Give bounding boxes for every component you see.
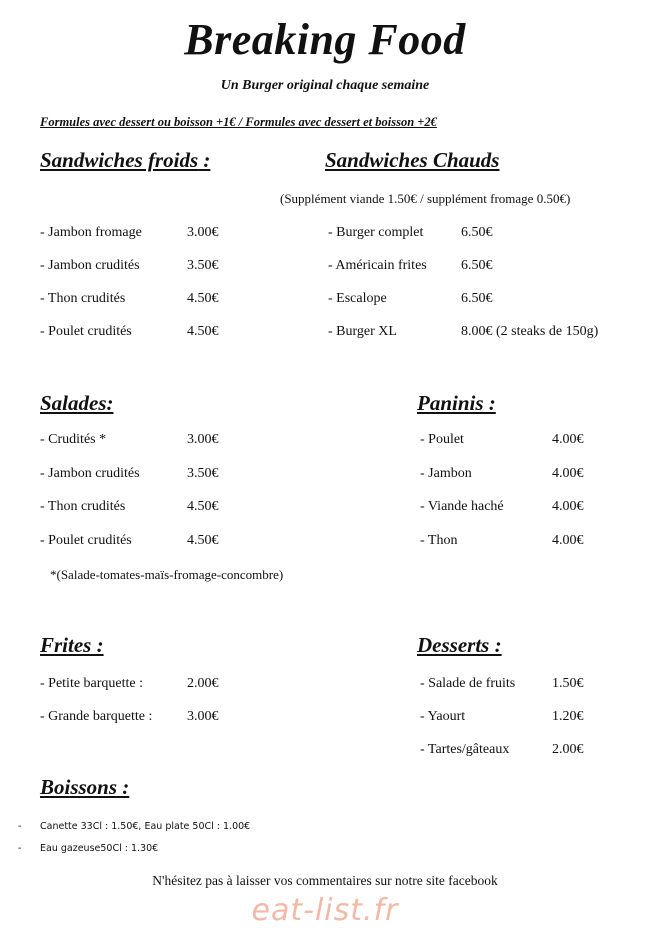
menu-item-name: - Poulet crudités [40,533,132,548]
salad-footnote: *(Salade-tomates-maïs-fromage-concombre) [50,567,284,582]
menu-item-name: - Thon crudités [40,291,126,306]
menu-item-price: 4.00€ [552,466,584,481]
formules-line: Formules avec dessert ou boisson +1€ / Formules avec dessert et boisson +2€ [40,115,437,129]
menu-item-price: 4.50€ [187,499,219,514]
menu-item-name: - Poulet crudités [40,324,132,339]
menu-item-name: - Yaourt [420,709,466,724]
heading-paninis: Paninis : [417,391,496,415]
menu-item-name: - Grande barquette : [40,709,153,724]
beverage-line: Eau gazeuse50Cl : 1.30€ [40,843,159,854]
heading-desserts: Desserts : [417,633,502,657]
heading-sandwiches-chauds: Sandwiches Chauds [325,148,500,172]
menu-item-price: 3.00€ [187,432,219,447]
beverage-line: Canette 33Cl : 1.50€, Eau plate 50Cl : 1.00€ [40,821,251,832]
menu-item-name: - Thon crudités [40,499,126,514]
menu-item-name: - Salade de fruits [420,676,516,691]
menu-item-price: 4.00€ [552,499,584,514]
menu-item-name: - Escalope [328,291,387,306]
menu-item-price: 3.50€ [187,466,219,481]
menu-item-name: - Jambon [420,466,472,481]
subtitle: Un Burger original chaque semaine [220,78,430,93]
menu-item-price: 4.50€ [187,533,219,548]
menu-item-name: - Jambon fromage [40,225,142,240]
menu-item-price: 1.20€ [552,709,584,724]
menu-item-name: - Viande haché [420,499,504,514]
menu-item-name: - Tartes/gâteaux [420,742,510,757]
menu-item-name: - Jambon crudités [40,466,140,481]
menu-item-name: - Poulet [420,432,464,447]
menu-item-name: - Thon [420,533,458,548]
menu-item-price: 4.50€ [187,291,219,306]
supplement-note: (Supplément viande 1.50€ / supplément fromage 0.50€) [280,191,571,206]
heading-salades: Salades: [40,391,114,415]
menu-item-name: - Jambon crudités [40,258,140,273]
menu-item-price: 2.00€ [552,742,584,757]
menu-item-price: 1.50€ [552,676,584,691]
watermark: eat-list.fr [251,893,399,928]
menu-item-price: 4.00€ [552,533,584,548]
menu-item-price: 6.50€ [461,291,493,306]
restaurant-title: Breaking Food [184,15,466,64]
menu-item-price: 2.00€ [187,676,219,691]
menu-item-price: 4.00€ [552,432,584,447]
beverage-bullet: - [18,821,22,832]
heading-boissons: Boissons : [40,775,130,799]
heading-sandwiches-froids: Sandwiches froids : [40,148,211,172]
menu-item-name: - Burger complet [328,225,424,240]
menu-item-name: - Petite barquette : [40,676,144,691]
beverage-bullet: - [18,843,22,854]
menu-item-price: 3.50€ [187,258,219,273]
menu-item-name: - Burger XL [328,324,397,339]
menu-item-name: - Crudités * [40,432,107,447]
menu-item-price: 4.50€ [187,324,219,339]
footer-message: N'hésitez pas à laisser vos commentaires sur notre site facebook [152,873,498,888]
menu-item-price: 8.00€ (2 steaks de 150g) [461,324,599,339]
menu-item-name: - Américain frites [328,258,427,273]
heading-frites: Frites : [40,633,104,657]
menu-item-price: 6.50€ [461,225,493,240]
menu-item-price: 6.50€ [461,258,493,273]
menu-item-price: 3.00€ [187,225,219,240]
menu-item-price: 3.00€ [187,709,219,724]
